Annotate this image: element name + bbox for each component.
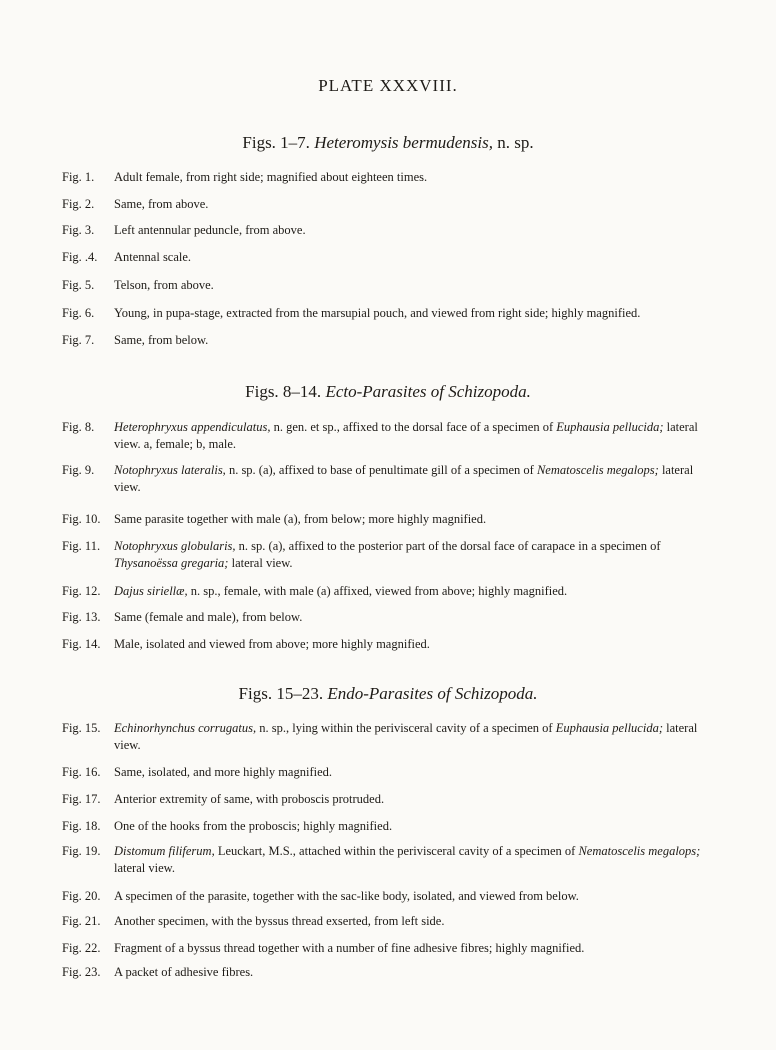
figure-text-part: lateral view. bbox=[228, 556, 293, 570]
species-name: Dajus siriellæ, bbox=[114, 584, 188, 598]
figure-text-part: lateral view. a, female; b, male. bbox=[114, 420, 698, 451]
figure-label: Fig. 3. bbox=[62, 223, 95, 237]
figure-label: Fig. 19. bbox=[62, 844, 101, 858]
figure-label: Fig. 6. bbox=[62, 306, 95, 320]
figure-label: Fig. 20. bbox=[62, 889, 101, 903]
figure-label: Fig. 8. bbox=[62, 420, 95, 434]
figure-text bbox=[114, 720, 722, 754]
species-name: Notophryxus lateralis, bbox=[114, 463, 226, 477]
host-species-name: Nematoscelis megalops; bbox=[578, 844, 701, 858]
section-title-suffix: n. sp. bbox=[497, 133, 534, 152]
figure-text: Same, isolated, and more highly magnified. bbox=[114, 765, 333, 779]
figure-text-part: lateral view. bbox=[114, 861, 175, 875]
figure-text: One of the hooks from the proboscis; highly magnified. bbox=[114, 819, 393, 833]
figure-text: A packet of adhesive fibres. bbox=[114, 965, 254, 979]
section-title-1 bbox=[0, 133, 776, 153]
figure-label: Fig. .4. bbox=[62, 250, 98, 264]
host-species-name: Euphausia pellucida; bbox=[555, 721, 663, 735]
figure-label: Fig. 10. bbox=[62, 512, 101, 526]
figure-text: A specimen of the parasite, together with the sac-like body, isolated, and viewed from below. bbox=[114, 889, 579, 903]
figure-text: Another specimen, with the byssus thread exserted, from left side. bbox=[114, 914, 445, 928]
figure-text: Same parasite together with male (a), from below; more highly magnified. bbox=[114, 512, 487, 526]
section-title-topic: Ecto-Parasites of Schizopoda. bbox=[325, 382, 531, 401]
figure-label: Fig. 15. bbox=[62, 721, 101, 735]
figure-text-part: Leuckart, M.S., attached within the perivisceral cavity of a specimen of bbox=[214, 844, 579, 858]
plate-title: PLATE XXXVIII. bbox=[318, 76, 458, 95]
species-name: Heterophryxus appendiculatus, bbox=[114, 420, 271, 434]
host-species-name: Thysanoëssa gregaria; bbox=[114, 556, 229, 570]
section-title-2 bbox=[0, 382, 776, 402]
figure-text: Same (female and male), from below. bbox=[114, 610, 303, 624]
figure-label: Fig. 7. bbox=[62, 333, 95, 347]
figure-text: Male, isolated and viewed from above; more highly magnified. bbox=[114, 637, 430, 651]
section-title-prefix: Figs. 8–14. bbox=[245, 382, 322, 401]
species-name: Echinorhynchus corrugatus, bbox=[114, 721, 257, 735]
figure-text: Young, in pupa-stage, extracted from the marsupial pouch, and viewed from right side; highly magnified. bbox=[114, 306, 641, 320]
figure-text bbox=[114, 583, 722, 600]
figure-text: Same, from below. bbox=[114, 333, 209, 347]
figure-text-part: n. gen. et sp., affixed to the dorsal face of a specimen of bbox=[270, 420, 557, 434]
species-name: Distomum filiferum, bbox=[114, 844, 215, 858]
figure-label: Fig. 1. bbox=[62, 170, 95, 184]
section-title-species: Heteromysis bermudensis, bbox=[314, 133, 493, 152]
figure-label: Fig. 13. bbox=[62, 610, 101, 624]
section-title-3 bbox=[0, 684, 776, 704]
figure-text: Anterior extremity of same, with proboscis protruded. bbox=[114, 792, 385, 806]
figure-label: Fig. 22. bbox=[62, 941, 101, 955]
section-title-prefix: Figs. 1–7. bbox=[242, 133, 310, 152]
figure-text bbox=[114, 462, 722, 496]
host-species-name: Euphausia pellucida; bbox=[556, 420, 664, 434]
host-species-name: Nematoscelis megalops; bbox=[536, 463, 659, 477]
species-name: Notophryxus globularis, bbox=[114, 539, 236, 553]
figure-text-part: n. sp. (a), affixed to the posterior part of the dorsal face of carapace in a specimen of bbox=[235, 539, 661, 553]
figure-text-part: lateral view. bbox=[114, 721, 698, 752]
figure-label: Fig. 18. bbox=[62, 819, 101, 833]
figure-text: Adult female, from right side; magnified about eighteen times. bbox=[114, 170, 428, 184]
figure-label: Fig. 12. bbox=[62, 584, 101, 598]
figure-label: Fig. 17. bbox=[62, 792, 101, 806]
figure-text-part: lateral view. bbox=[114, 463, 694, 494]
figure-label: Fig. 5. bbox=[62, 278, 95, 292]
figure-label: Fig. 14. bbox=[62, 637, 101, 651]
figure-text: Same, from above. bbox=[114, 197, 209, 211]
figure-text-part: n. sp. (a), affixed to base of penultimate gill of a specimen of bbox=[225, 463, 537, 477]
figure-text: Antennal scale. bbox=[114, 250, 192, 264]
figure-label: Fig. 9. bbox=[62, 463, 95, 477]
figure-text: Left antennular peduncle, from above. bbox=[114, 223, 306, 237]
figure-label: Fig. 21. bbox=[62, 914, 101, 928]
figure-text-part: n. sp., female, with male (a) affixed, viewed from above; highly magnified. bbox=[187, 584, 568, 598]
section-title-topic: Endo-Parasites of Schizopoda. bbox=[327, 684, 538, 703]
figure-label: Fig. 16. bbox=[62, 765, 101, 779]
figure-text: Fragment of a byssus thread together with a number of fine adhesive fibres; highly magnified. bbox=[114, 941, 585, 955]
figure-label: Fig. 11. bbox=[62, 539, 101, 553]
figure-label: Fig. 2. bbox=[62, 197, 95, 211]
figure-text bbox=[114, 843, 722, 877]
figure-label: Fig. 23. bbox=[62, 965, 101, 979]
figure-text: Telson, from above. bbox=[114, 278, 214, 292]
figure-text-part: n. sp., lying within the perivisceral cavity of a specimen of bbox=[256, 721, 556, 735]
figure-text bbox=[114, 538, 722, 572]
section-title-prefix: Figs. 15–23. bbox=[238, 684, 324, 703]
figure-text bbox=[114, 419, 722, 453]
